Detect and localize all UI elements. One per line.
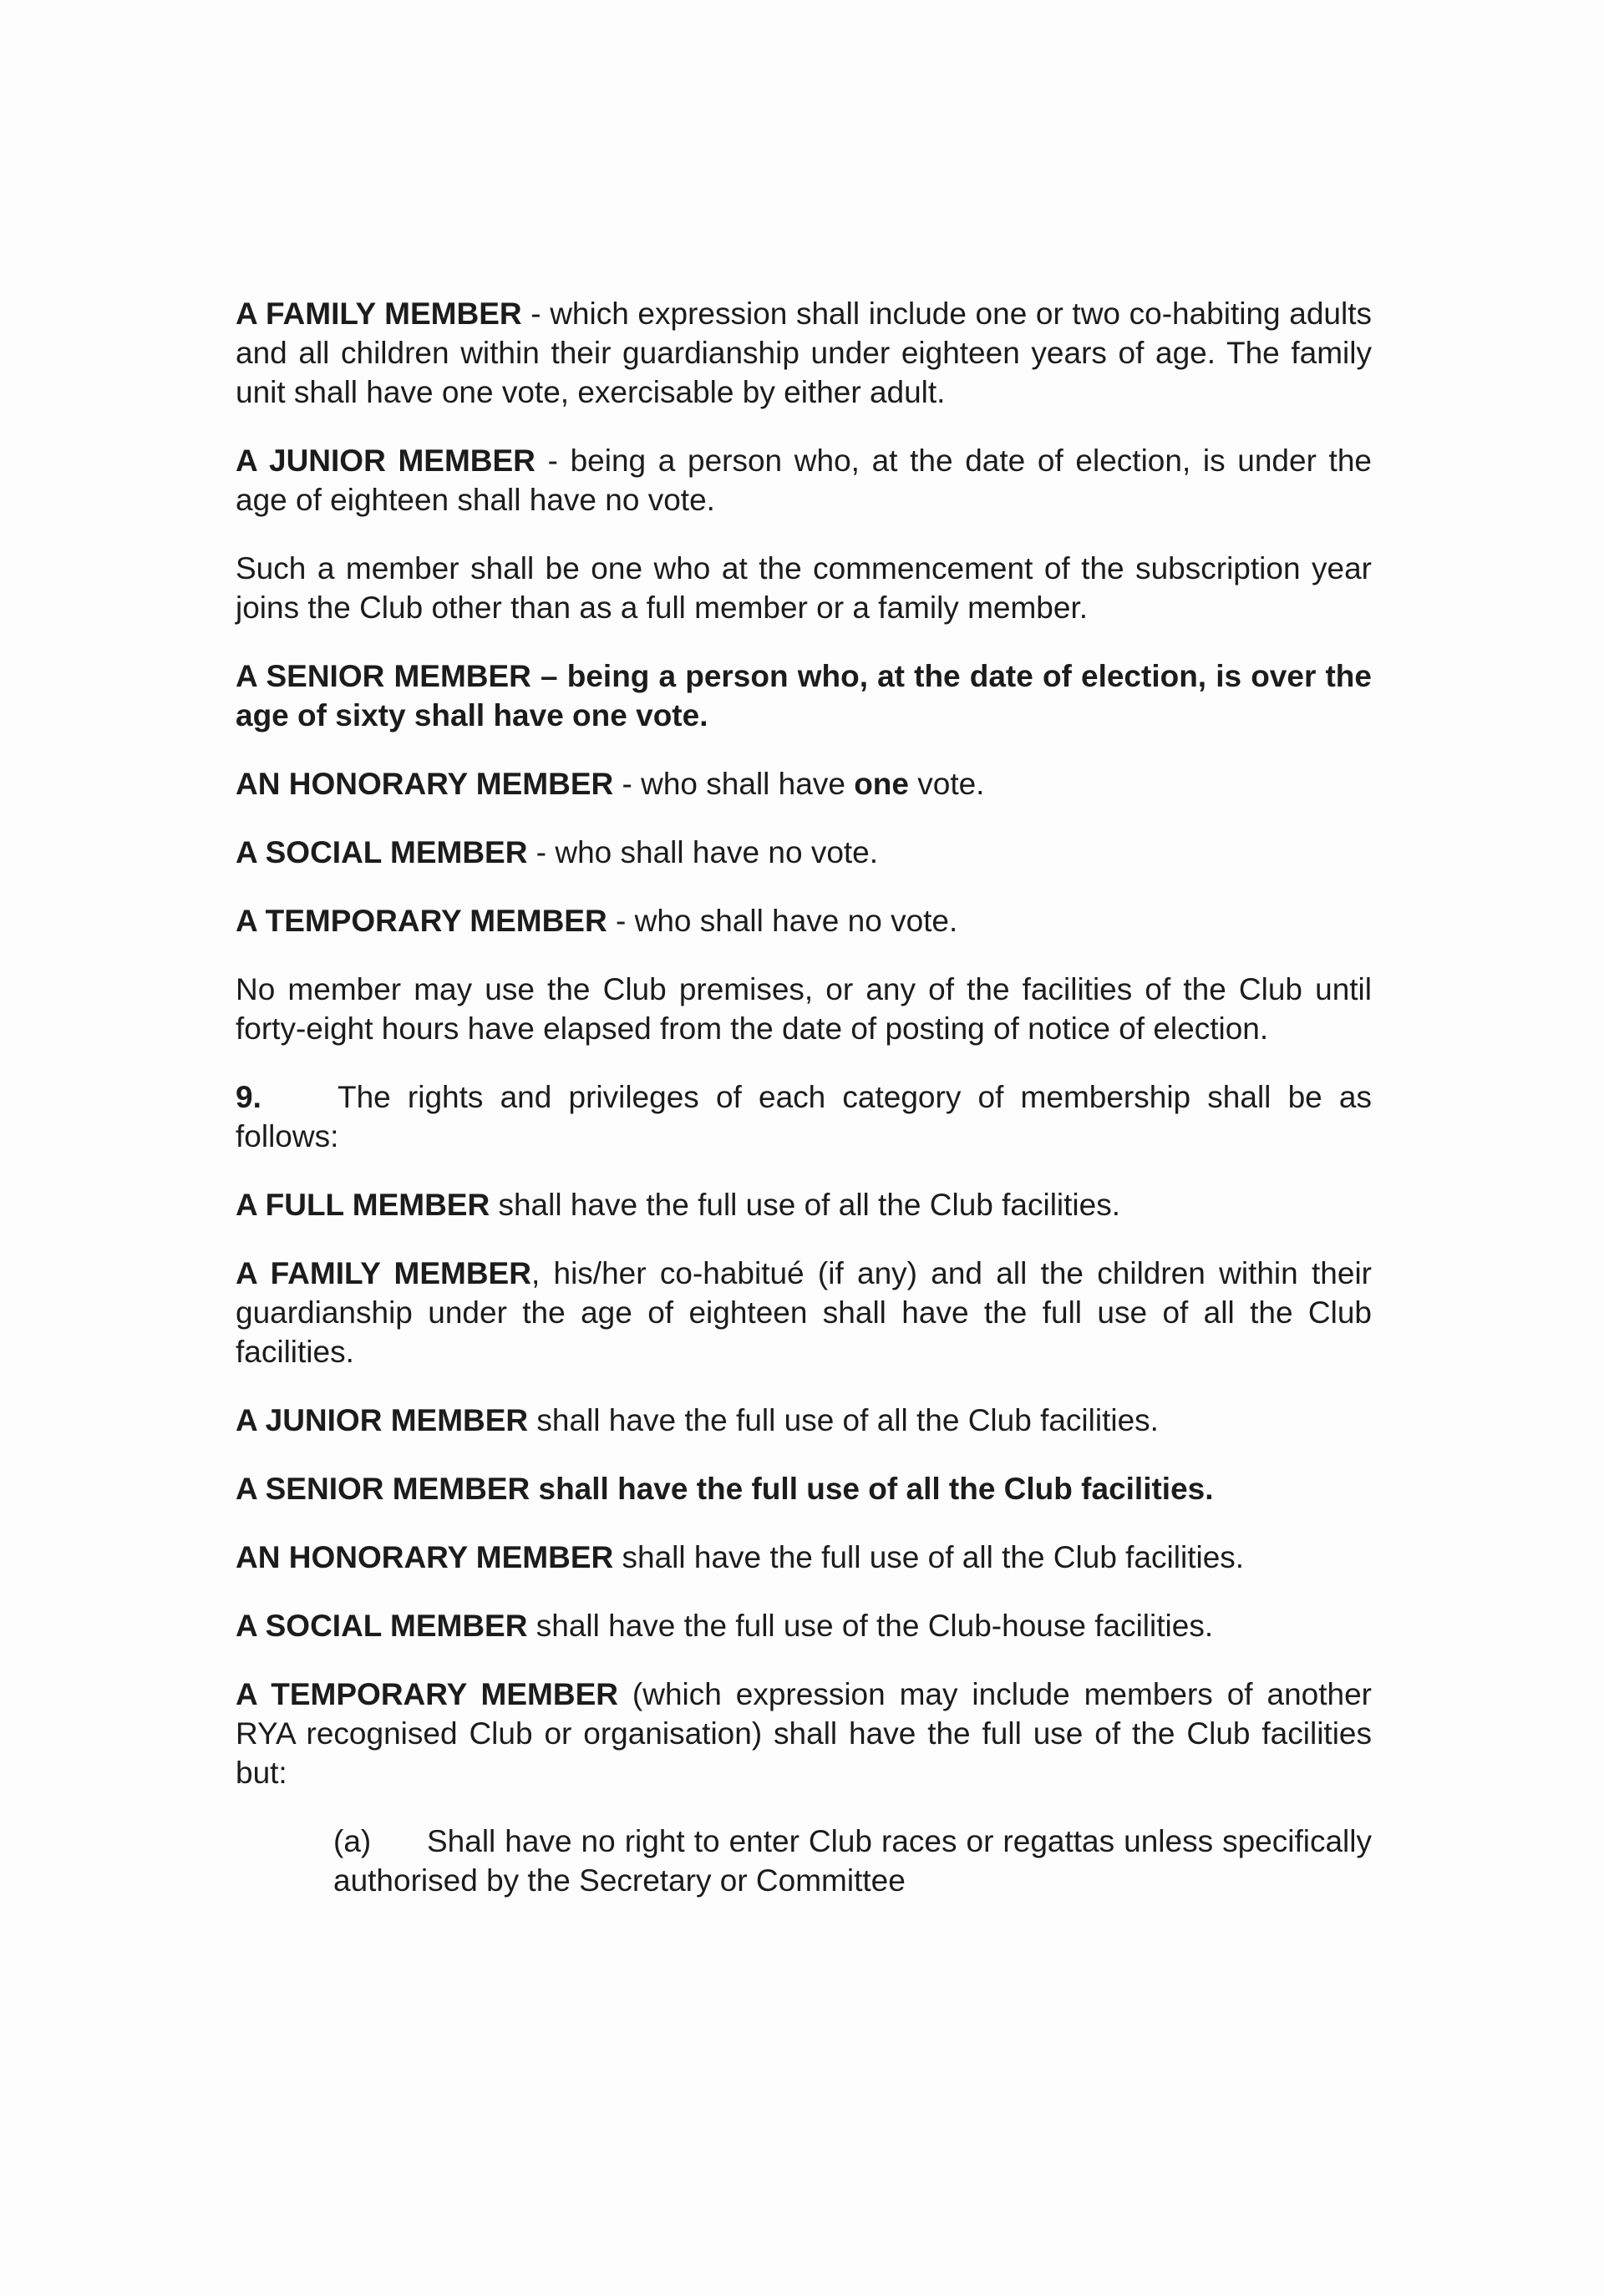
temporary-member-definition <box>236 901 1372 940</box>
full-member-rights-text: shall have the full use of all the Club facilities. <box>490 1188 1120 1222</box>
premises-use-text: No member may use the Club premises, or any of the facilities of the Club until forty-eight hours have elapsed from the date of posting of notice of election. <box>236 972 1372 1046</box>
family-member-definition <box>236 294 1372 412</box>
term-social-member-rights: A SOCIAL MEMBER <box>236 1609 528 1643</box>
temporary-member-text: - who shall have no vote. <box>607 904 958 938</box>
family-member-rights <box>236 1254 1372 1371</box>
term-honorary-member-rights: AN HONORARY MEMBER <box>236 1540 614 1574</box>
senior-member-definition <box>236 656 1372 735</box>
term-honorary-member: AN HONORARY MEMBER <box>236 767 614 801</box>
honorary-member-text-after: vote. <box>908 767 985 801</box>
junior-member-definition <box>236 441 1372 520</box>
clause-9-text: The rights and privileges of each category of membership shall be as follows: <box>236 1080 1372 1153</box>
senior-member-rights-text: shall have the full use of all the Club facilities. <box>530 1472 1214 1506</box>
term-junior-member-rights: A JUNIOR MEMBER <box>236 1403 529 1437</box>
term-junior-member: A JUNIOR MEMBER <box>236 443 536 478</box>
temporary-member-rights-text: (which expression may include members of another RYA recognised Club or organisation) shall have the full use of the Club facilities but: <box>236 1677 1372 1790</box>
term-full-member: A FULL MEMBER <box>236 1188 490 1222</box>
term-family-member-rights: A FAMILY MEMBER <box>236 1256 531 1290</box>
senior-member-rights <box>236 1469 1372 1508</box>
term-family-member: A FAMILY MEMBER <box>236 297 522 331</box>
social-member-rights <box>236 1606 1372 1645</box>
term-senior-member: A SENIOR MEMBER <box>236 659 531 693</box>
social-member-definition <box>236 833 1372 872</box>
family-member-rights-text: , his/her co-habitué (if any) and all the children within their guardianship under the age of eighteen shall have the full use of all the Club facilities. <box>236 1256 1372 1369</box>
senior-member-text: – being a person who, at the date of election, is over the age of sixty shall have one vote. <box>236 659 1372 732</box>
term-temporary-member: A TEMPORARY MEMBER <box>236 904 607 938</box>
junior-member-note <box>236 549 1372 627</box>
junior-member-rights <box>236 1401 1372 1440</box>
honorary-member-rights-text: shall have the full use of all the Club facilities. <box>613 1540 1245 1574</box>
temporary-member-rights <box>236 1675 1372 1792</box>
junior-member-text: - being a person who, at the date of election, is under the age of eighteen shall have no vote. <box>236 443 1372 517</box>
subclause-a <box>333 1822 1372 1900</box>
subclause-label: (a) <box>333 1824 372 1858</box>
full-member-rights <box>236 1185 1372 1224</box>
honorary-member-definition <box>236 764 1372 803</box>
family-member-text: - which expression shall include one or two co-habiting adults and all children within their guardianship under eighteen years of age. The family unit shall have one vote, exercisable by either adult. <box>236 297 1372 409</box>
term-temporary-member-rights: A TEMPORARY MEMBER <box>236 1677 618 1711</box>
clause-9 <box>236 1077 1372 1156</box>
subclause-text: Shall have no right to enter Club races or regattas unless specifically authorised by the Secretary or Committee <box>333 1824 1372 1898</box>
document-body <box>236 294 1372 1900</box>
clause-number: 9. <box>236 1080 261 1114</box>
junior-member-note-text: Such a member shall be one who at the commencement of the subscription year joins the Club other than as a full member or a family member. <box>236 551 1372 625</box>
honorary-member-text-before: - who shall have <box>613 767 855 801</box>
premises-use-rule <box>236 970 1372 1048</box>
term-senior-member-rights: A SENIOR MEMBER <box>236 1472 530 1506</box>
junior-member-rights-text: shall have the full use of all the Club facilities. <box>528 1403 1159 1437</box>
social-member-rights-text: shall have the full use of the Club-house facilities. <box>527 1609 1214 1643</box>
honorary-member-rights <box>236 1538 1372 1577</box>
term-social-member: A SOCIAL MEMBER <box>236 835 528 869</box>
social-member-text: - who shall have no vote. <box>527 835 879 869</box>
honorary-member-emphasis: one <box>854 767 909 801</box>
